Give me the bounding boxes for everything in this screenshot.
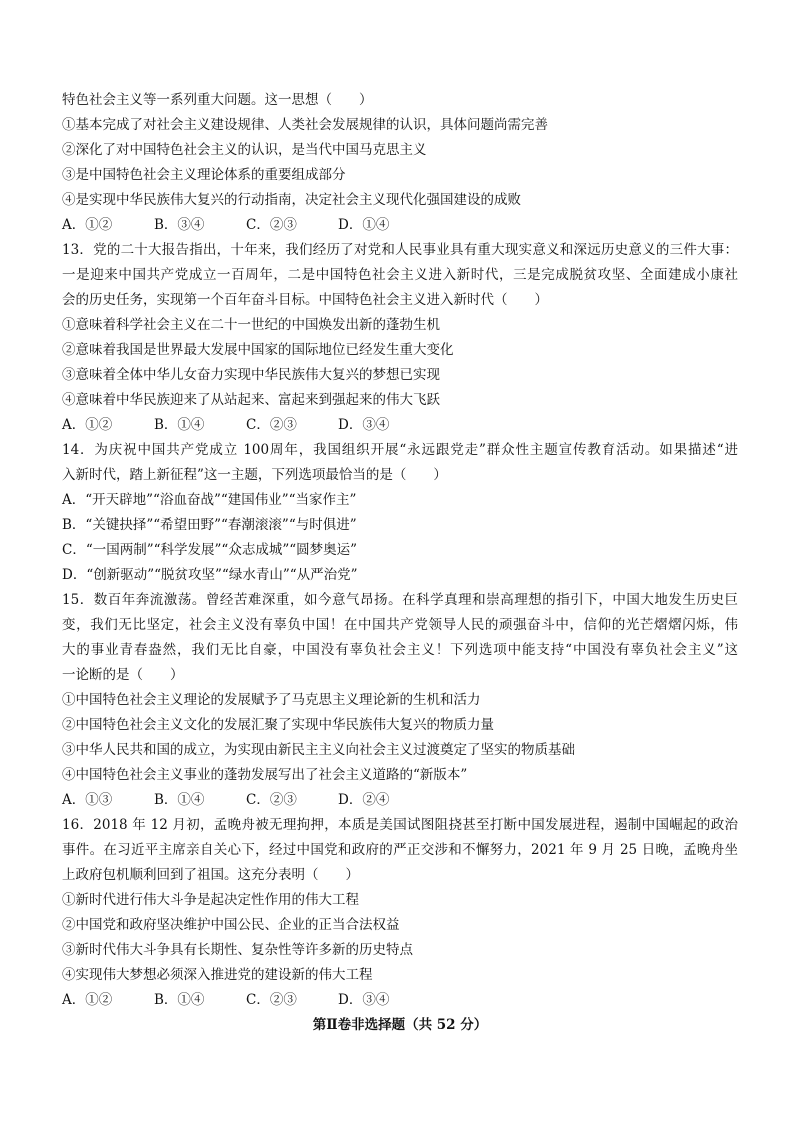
option-line: ④意味着中华民族迎来了从站起来、富起来到强起来的伟大飞跃: [62, 392, 440, 408]
option-line: ④是实现中华民族伟大复兴的行动指南，决定社会主义现代化强国建设的成败: [62, 192, 521, 208]
choice-b: B．①④: [154, 992, 205, 1008]
question-14: [62, 438, 738, 588]
question-stem: 大的事业青春盎然，我们无比自豪，中国没有辜负社会主义！下列选项中能支持“中国没有辜负社会主义”这: [62, 642, 738, 658]
choice-c: C．②③: [246, 792, 297, 808]
question-stem: 14．为庆祝中国共产党成立 100周年，我国组织开展“永远跟党走”群众性主题宣传教育活动。如果描述“进: [62, 442, 738, 458]
option-line: ①意味着科学社会主义在二十一世纪的中国焕发出新的蓬勃生机: [62, 317, 440, 333]
question-15: [62, 588, 738, 813]
choice-a: A．①②: [62, 417, 113, 433]
option-line: ②深化了对中国特色社会主义的认识，是当代中国马克思主义: [62, 142, 427, 158]
option-line: ②意味着我国是世界最大发展中国家的国际地位已经发生重大变化: [62, 342, 454, 358]
choice-b: B．③④: [154, 217, 205, 233]
question-stem: 15．数百年奔流激荡。曾经苦难深重，如今意气昂扬。在科学真理和崇高理想的指引下，中国大地发生历史巨: [62, 592, 738, 608]
choice-d: D．③④: [338, 417, 390, 433]
option-line: ③中华人民共和国的成立，为实现由新民主主义向社会主义过渡奠定了坚实的物质基础: [62, 742, 575, 758]
question-stem: 一论断的是（ ）: [62, 667, 184, 683]
option-line: D．“创新驱动”“脱贫攻坚”“绿水青山”“从严治党”: [62, 567, 358, 583]
question-stem: 入新时代，踏上新征程”这一主题，下列选项最恰当的是（ ）: [62, 467, 447, 483]
question-stem: 特色社会主义等一系列重大问题。这一思想（ ）: [62, 92, 373, 108]
option-line: ①基本完成了对社会主义建设规律、人类社会发展规律的认识，具体问题尚需完善: [62, 117, 548, 133]
question-stem: 13．党的二十大报告指出，十年来，我们经历了对党和人民事业具有重大现实意义和深远历史意义的三件大事：: [62, 242, 738, 258]
question-stem: 一是迎来中国共产党成立一百周年，二是中国特色社会主义进入新时代，三是完成脱贫攻坚、全面建成小康社: [62, 267, 738, 283]
answer-choices: [62, 988, 738, 1013]
choice-d: D．③④: [338, 992, 390, 1008]
choice-a: A．①②: [62, 992, 113, 1008]
option-line: ②中国特色社会主义文化的发展汇聚了实现中华民族伟大复兴的物质力量: [62, 717, 494, 733]
option-line: ④中国特色社会主义事业的蓬勃发展写出了社会主义道路的“新版本”: [62, 767, 468, 783]
answer-choices: [62, 413, 738, 438]
option-line: ③是中国特色社会主义理论体系的重要组成部分: [62, 167, 346, 183]
exam-page: [62, 88, 738, 1038]
choice-a: A．①②: [62, 217, 113, 233]
question-stem: 上政府包机顺利回到了祖国。这充分表明（ ）: [62, 867, 359, 883]
question-stem: 会的历史任务，实现第一个百年奋斗目标。中国特色社会主义进入新时代（ ）: [62, 292, 548, 308]
choice-c: C．②③: [246, 217, 297, 233]
choice-b: B．①④: [154, 792, 205, 808]
answer-choices: [62, 788, 738, 813]
question-stem: 变，我们无比坚定，社会主义没有辜负中国！在中国共产党领导人民的顽强奋斗中，信仰的光芒熠熠闪烁，伟: [62, 617, 738, 633]
option-line: ①新时代进行伟大斗争是起决定性作用的伟大工程: [62, 892, 359, 908]
question-12: [62, 88, 738, 238]
option-line: ③意味着全体中华儿女奋力实现中华民族伟大复兴的梦想已实现: [62, 367, 440, 383]
option-line: A．“开天辟地”“浴血奋战”“建国伟业”“当家作主”: [62, 492, 357, 508]
choice-a: A．①③: [62, 792, 113, 808]
choice-c: C．②③: [246, 992, 297, 1008]
option-line: ②中国党和政府坚决维护中国公民、企业的正当合法权益: [62, 917, 400, 933]
option-line: ③新时代伟大斗争具有长期性、复杂性等许多新的历史特点: [62, 942, 413, 958]
option-line: C．“一国两制”“科学发展”“众志成城”“圆梦奥运”: [62, 542, 358, 558]
choice-d: D．①④: [338, 217, 390, 233]
choice-b: B．①④: [154, 417, 205, 433]
question-stem: 16．2018 年 12 月初，孟晚舟被无理拘押，本质是美国试图阻挠甚至打断中国发展进程，遏制中国崛起的政治: [62, 817, 738, 833]
choice-d: D．②④: [338, 792, 390, 808]
choice-c: C．②③: [246, 417, 297, 433]
question-13: [62, 238, 738, 438]
section-title: 第Ⅱ卷非选择题（共 52 分）: [312, 1017, 488, 1033]
option-line: ④实现伟大梦想必须深入推进党的建设新的伟大工程: [62, 967, 373, 983]
question-stem: 事件。在习近平主席亲自关心下，经过中国党和政府的严正交涉和不懈努力，2021 年 9 月 25 日晚，孟晚舟坐: [62, 842, 738, 858]
question-16: [62, 813, 738, 1013]
option-line: B．“关键抉择”“希望田野”“春潮滚滚”“与时俱进”: [62, 517, 357, 533]
answer-choices: [62, 213, 738, 238]
option-line: ①中国特色社会主义理论的发展赋予了马克思主义理论新的生机和活力: [62, 692, 481, 708]
